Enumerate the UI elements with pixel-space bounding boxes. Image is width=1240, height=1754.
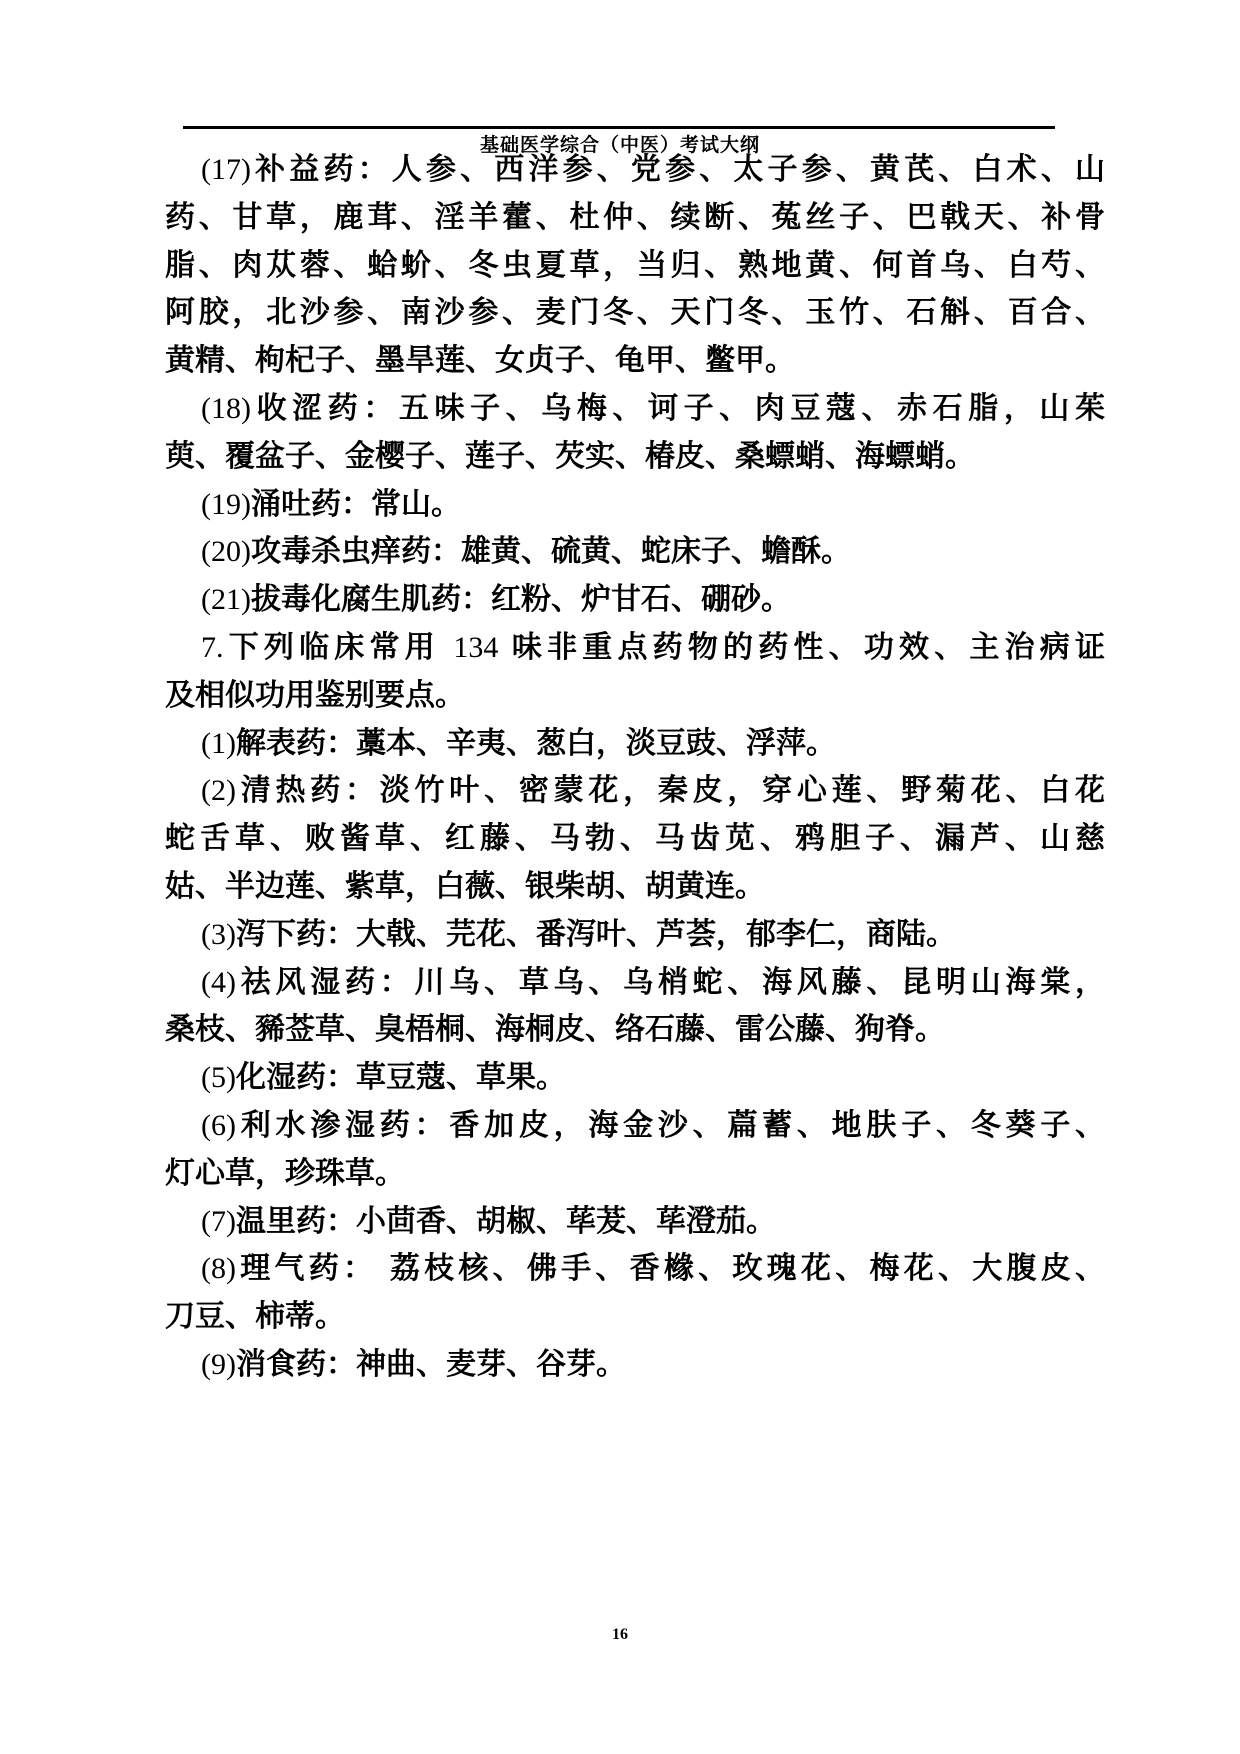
enumeration-number: (21) [201,583,251,617]
text-line: 药、甘草，鹿茸、淫羊藿、杜仲、续断、菟丝子、巴戟天、补骨 [165,200,1105,234]
enumeration-number: (2) [201,774,236,808]
text-line: (7)温里药：小茴香、胡椒、荜茇、荜澄茄。 [201,1204,776,1238]
paragraph [165,576,1105,624]
paragraph [165,959,1105,1055]
paragraph [165,481,1105,529]
enumeration-number: (4) [201,965,236,999]
text-line: 灯心草，珍珠草。 [165,1156,405,1190]
paragraph [165,767,1105,910]
paragraph [165,1341,1105,1389]
document-body [165,146,1105,1389]
paragraph [165,720,1105,768]
enumeration-number: (20) [201,535,251,569]
text-line: 蛇舌草、败酱草、红藤、马勃、马齿苋、鸦胆子、漏芦、山慈 [165,822,1105,856]
text-line: (19)涌吐药：常山。 [201,487,461,521]
text-line: 脂、肉苁蓉、蛤蚧、冬虫夏草，当归、熟地黄、何首乌、白芍、 [165,248,1105,282]
enumeration-number: (19) [201,487,251,521]
enumeration-number: (8) [201,1252,236,1286]
text-line: (1)解表药：藁本、辛夷、葱白，淡豆豉、浮萍。 [201,726,836,760]
text-line: 7.下列临床常用 134 味非重点药物的药性、功效、主治病证 [201,630,1105,664]
text-line: (4)祛风湿药：川乌、草乌、乌梢蛇、海风藤、昆明山海棠， [201,965,1105,999]
paragraph [165,1198,1105,1246]
paragraph [165,1245,1105,1341]
text-line: (9)消食药：神曲、麦芽、谷芽。 [201,1347,626,1381]
text-line: (20)攻毒杀虫痒药：雄黄、硫黄、蛇床子、蟾酥。 [201,535,851,569]
enumeration-number: (6) [201,1108,236,1142]
text-line: (21)拔毒化腐生肌药：红粉、炉甘石、硼砂。 [201,583,791,617]
paragraph [165,911,1105,959]
enumeration-number: (7) [201,1204,236,1238]
text-line: 姑、半边莲、紫草，白薇、银柴胡、胡黄连。 [165,869,765,903]
text-line: 黄精、枸杞子、墨旱莲、女贞子、龟甲、鳖甲。 [165,344,795,378]
text-line: 桑枝、豨莶草、臭梧桐、海桐皮、络石藤、雷公藤、狗脊。 [165,1013,945,1047]
text-line: (6)利水渗湿药：香加皮，海金沙、萹蓄、地肤子、冬葵子、 [201,1108,1105,1142]
header-title: 基础医学综合（中医）考试大纲 [479,135,760,156]
enumeration-number: 134 [453,630,499,664]
paragraph [165,385,1105,481]
header-rule [183,126,1055,129]
enumeration-number: (17) [201,153,251,186]
enumeration-number: (3) [201,917,236,951]
page-number: 16 [612,1626,628,1643]
paragraph [165,1102,1105,1198]
enumeration-number: (18) [201,391,251,425]
text-line: (5)化湿药：草豆蔻、草果。 [201,1061,566,1095]
enumeration-number: (9) [201,1347,236,1381]
enumeration-number: (5) [201,1061,236,1095]
text-line: (2)清热药：淡竹叶、密蒙花，秦皮，穿心莲、野菊花、白花 [201,774,1105,808]
paragraph [165,528,1105,576]
paragraph [165,624,1105,720]
text-line: (17)补益药：人参、西洋参、党参、太子参、黄芪、白术、山 [201,153,1105,186]
text-line: (3)泻下药：大戟、芫花、番泻叶、芦荟，郁李仁，商陆。 [201,917,956,951]
paragraph [165,146,1105,385]
text-line: (8)理气药： 荔枝核、佛手、香橼、玫瑰花、梅花、大腹皮、 [201,1252,1105,1286]
text-line: 刀豆、柿蒂。 [165,1300,345,1334]
text-line: 及相似功用鉴别要点。 [165,678,465,712]
text-line: (18)收涩药：五味子、乌梅、诃子、肉豆蔻、赤石脂，山茱 [201,391,1105,425]
enumeration-number: (1) [201,726,236,760]
paragraph [165,1054,1105,1102]
text-line: 阿胶，北沙参、南沙参、麦门冬、天门冬、玉竹、石斛、百合、 [165,296,1105,330]
enumeration-number: 7. [201,630,224,664]
text-line: 萸、覆盆子、金樱子、莲子、芡实、椿皮、桑螵蛸、海螵蛸。 [165,439,975,473]
